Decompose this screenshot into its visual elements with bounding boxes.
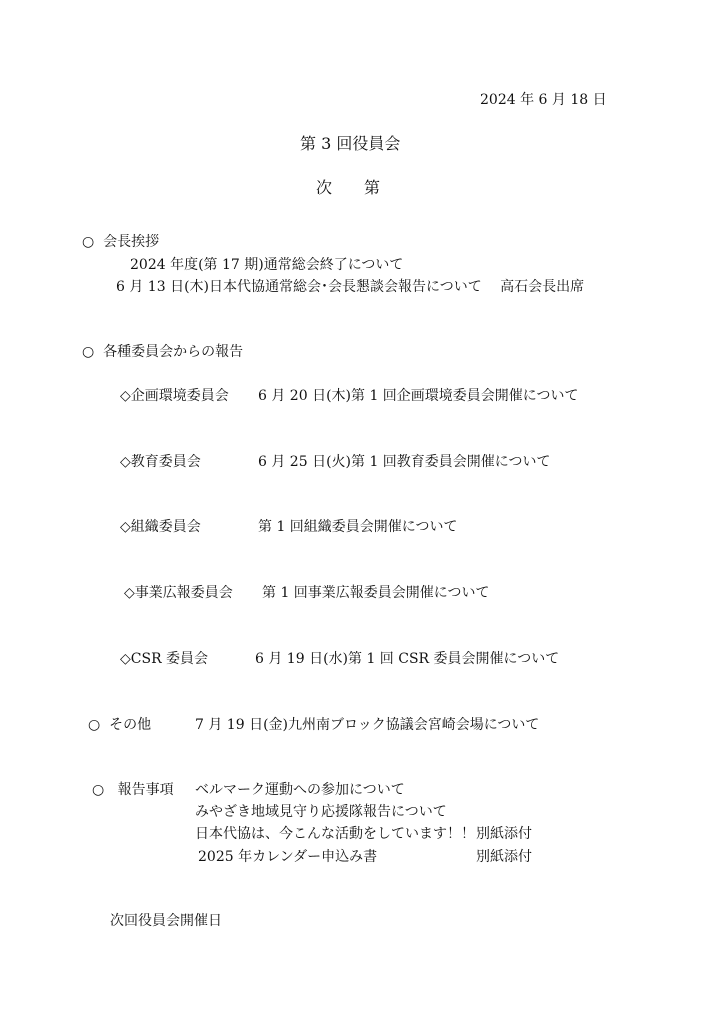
section-heading-committees: ○ 各種委員会からの報告	[82, 344, 244, 360]
report-line: 2025 年カレンダー申込み書	[198, 849, 378, 865]
section-heading-other: ○ その他	[88, 717, 152, 733]
agenda-subtitle: 次 第	[316, 178, 381, 197]
report-line: ベルマーク運動への参加について	[195, 782, 405, 798]
committee-item-text: 6 月 20 日(木)第 1 回企画環境委員会開催について	[258, 388, 579, 404]
committee-name: ◇企画環境委員会	[120, 388, 229, 404]
report-line: みやざき地域見守り応援隊報告について	[195, 804, 447, 820]
other-item-text: 7 月 19 日(金)九州南ブロック協議会宮崎会場について	[195, 717, 540, 733]
greeting-line: 2024 年度(第 17 期)通常総会終了について	[130, 257, 404, 273]
report-note: 別紙添付	[476, 849, 532, 865]
committee-item-text: 第 1 回事業広報委員会開催について	[262, 585, 490, 601]
section-heading-greeting: ○ 会長挨拶	[82, 234, 160, 250]
committee-item-text: 6 月 19 日(水)第 1 回 CSR 委員会開催について	[255, 651, 560, 667]
committee-name: ◇事業広報委員会	[124, 585, 233, 601]
committee-item-text: 6 月 25 日(火)第 1 回教育委員会開催について	[258, 454, 551, 470]
committee-name: ◇組織委員会	[120, 519, 201, 535]
committee-name: ◇教育委員会	[120, 454, 201, 470]
report-note: 別紙添付	[476, 826, 532, 842]
report-line: 日本代協は、今こんな活動をしています！！	[195, 826, 475, 842]
document-date: 2024 年 6 月 18 日	[480, 92, 607, 108]
meeting-title: 第 3 回役員会	[300, 134, 401, 153]
committee-item-text: 第 1 回組織委員会開催について	[258, 519, 458, 535]
committee-name: ◇CSR 委員会	[120, 651, 209, 667]
section-heading-reports: ○ 報告事項	[92, 782, 174, 798]
greeting-line: 6 月 13 日(木)日本代協通常総会･会長懇談会報告について 高石会長出席	[116, 279, 585, 295]
next-meeting-date-label: 次回役員会開催日	[110, 913, 222, 929]
